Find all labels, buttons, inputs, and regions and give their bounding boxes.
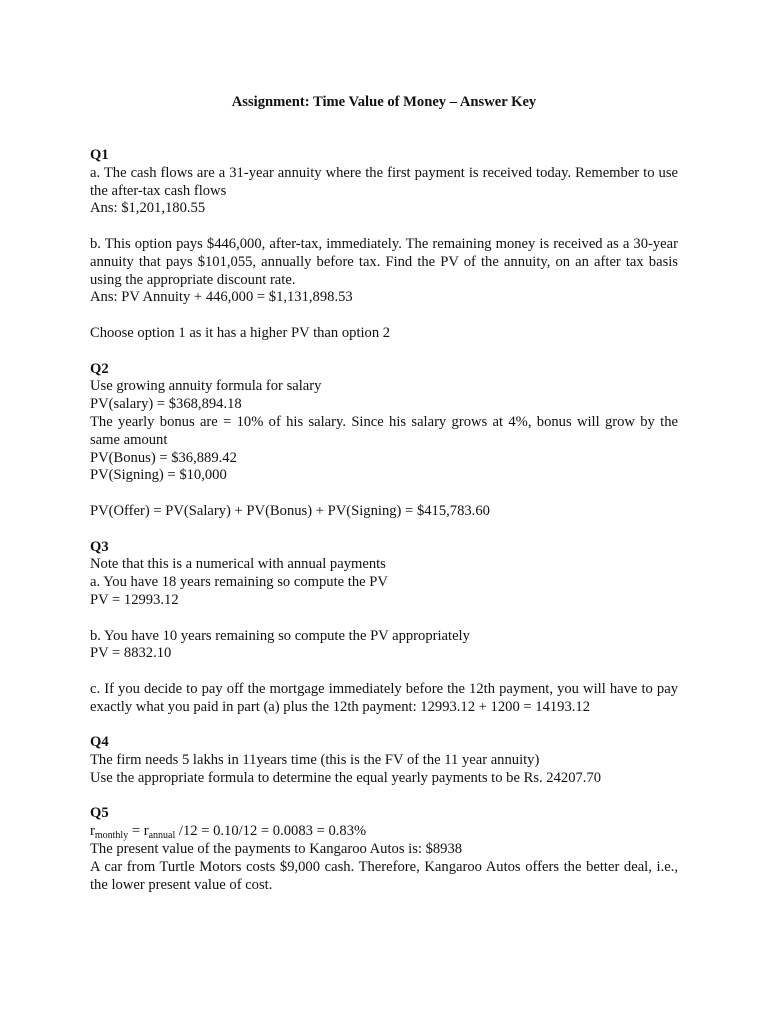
- q3-c-section: [90, 681, 678, 717]
- q3-intro: Note that this is a numerical with annual payments: [90, 556, 386, 573]
- q4-section: [90, 734, 678, 787]
- q3-b-text: b. You have 10 years remaining so compute the PV appropriately: [90, 627, 470, 644]
- q2-line4: PV(Bonus) = $36,889.42: [90, 449, 237, 466]
- document-body: [90, 147, 678, 912]
- q2-heading: Q2: [90, 360, 109, 377]
- q1-b-text: b. This option pays $446,000, after-tax, immediately. The remaining money is received as a 30-year annuity that pays $101,055, annually before tax. Find the PV of the annuity, on an after tax basis using the appropriate discount rate.: [90, 235, 678, 288]
- q5-r-symbol: r: [90, 823, 95, 840]
- q2-offer-section: [90, 503, 678, 521]
- q2-offer: PV(Offer) = PV(Salary) + PV(Bonus) + PV(Signing) = $415,783.60: [90, 502, 490, 519]
- page-title: Assignment: Time Value of Money – Answer Key: [231, 94, 537, 110]
- q5-section: [90, 805, 678, 894]
- q3-section: [90, 539, 678, 610]
- q3-c-text: c. If you decide to pay off the mortgage immediately before the 12th payment, you will have to pay exactly what you paid in part (a) plus the 12th payment: 12993.12 + 1200 = 14193.12: [90, 680, 678, 715]
- q4-line2: Use the appropriate formula to determine the equal yearly payments to be Rs. 24207.70: [90, 769, 602, 786]
- q3-b-answer: PV = 8832.10: [90, 645, 172, 662]
- q3-b-section: [90, 628, 678, 664]
- q1-heading: Q1: [90, 147, 109, 163]
- q2-line1: Use growing annuity formula for salary: [90, 378, 322, 395]
- q5-line2: The present value of the payments to Kangaroo Autos is: $8938: [90, 841, 463, 858]
- q1-b-answer: Ans: PV Annuity + 446,000 = $1,131,898.53: [90, 289, 353, 306]
- q2-section: [90, 361, 678, 486]
- q5-rate-formula: [90, 823, 678, 841]
- q1-b-section: [90, 236, 678, 307]
- q2-line5: PV(Signing) = $10,000: [90, 467, 227, 484]
- q1-choice-section: [90, 325, 678, 343]
- q5-rate-rest: /12 = 0.10/12 = 0.0083 = 0.83%: [175, 823, 367, 840]
- q5-eq: = r: [128, 823, 149, 840]
- q3-a-text: a. You have 18 years remaining so compute the PV: [90, 574, 388, 591]
- q1-a-answer: Ans: $1,201,180.55: [90, 200, 206, 217]
- q2-line2: PV(salary) = $368,894.18: [90, 396, 242, 413]
- q1-a-text: a. The cash flows are a 31-year annuity where the first payment is received today. Remember to use the after-tax cash flows: [90, 164, 678, 199]
- q5-heading: Q5: [90, 805, 109, 822]
- q1-section: [90, 147, 678, 218]
- q1-choice: Choose option 1 as it has a higher PV than option 2: [90, 324, 391, 341]
- q5-sub-monthly: monthly: [94, 830, 129, 842]
- q3-heading: Q3: [90, 538, 109, 555]
- q4-heading: Q4: [90, 734, 109, 751]
- q2-line3: The yearly bonus are = 10% of his salary. Since his salary grows at 4%, bonus will grow by the same amount: [90, 413, 678, 448]
- q5-sub-annual: annual: [148, 830, 176, 842]
- q3-a-answer: PV = 12993.12: [90, 591, 179, 608]
- q5-line3: A car from Turtle Motors costs $9,000 cash. Therefore, Kangaroo Autos offers the better deal, i.e., the lower present value of cost.: [90, 858, 678, 893]
- q4-line1: The firm needs 5 lakhs in 11years time (this is the FV of the 11 year annuity): [90, 752, 540, 769]
